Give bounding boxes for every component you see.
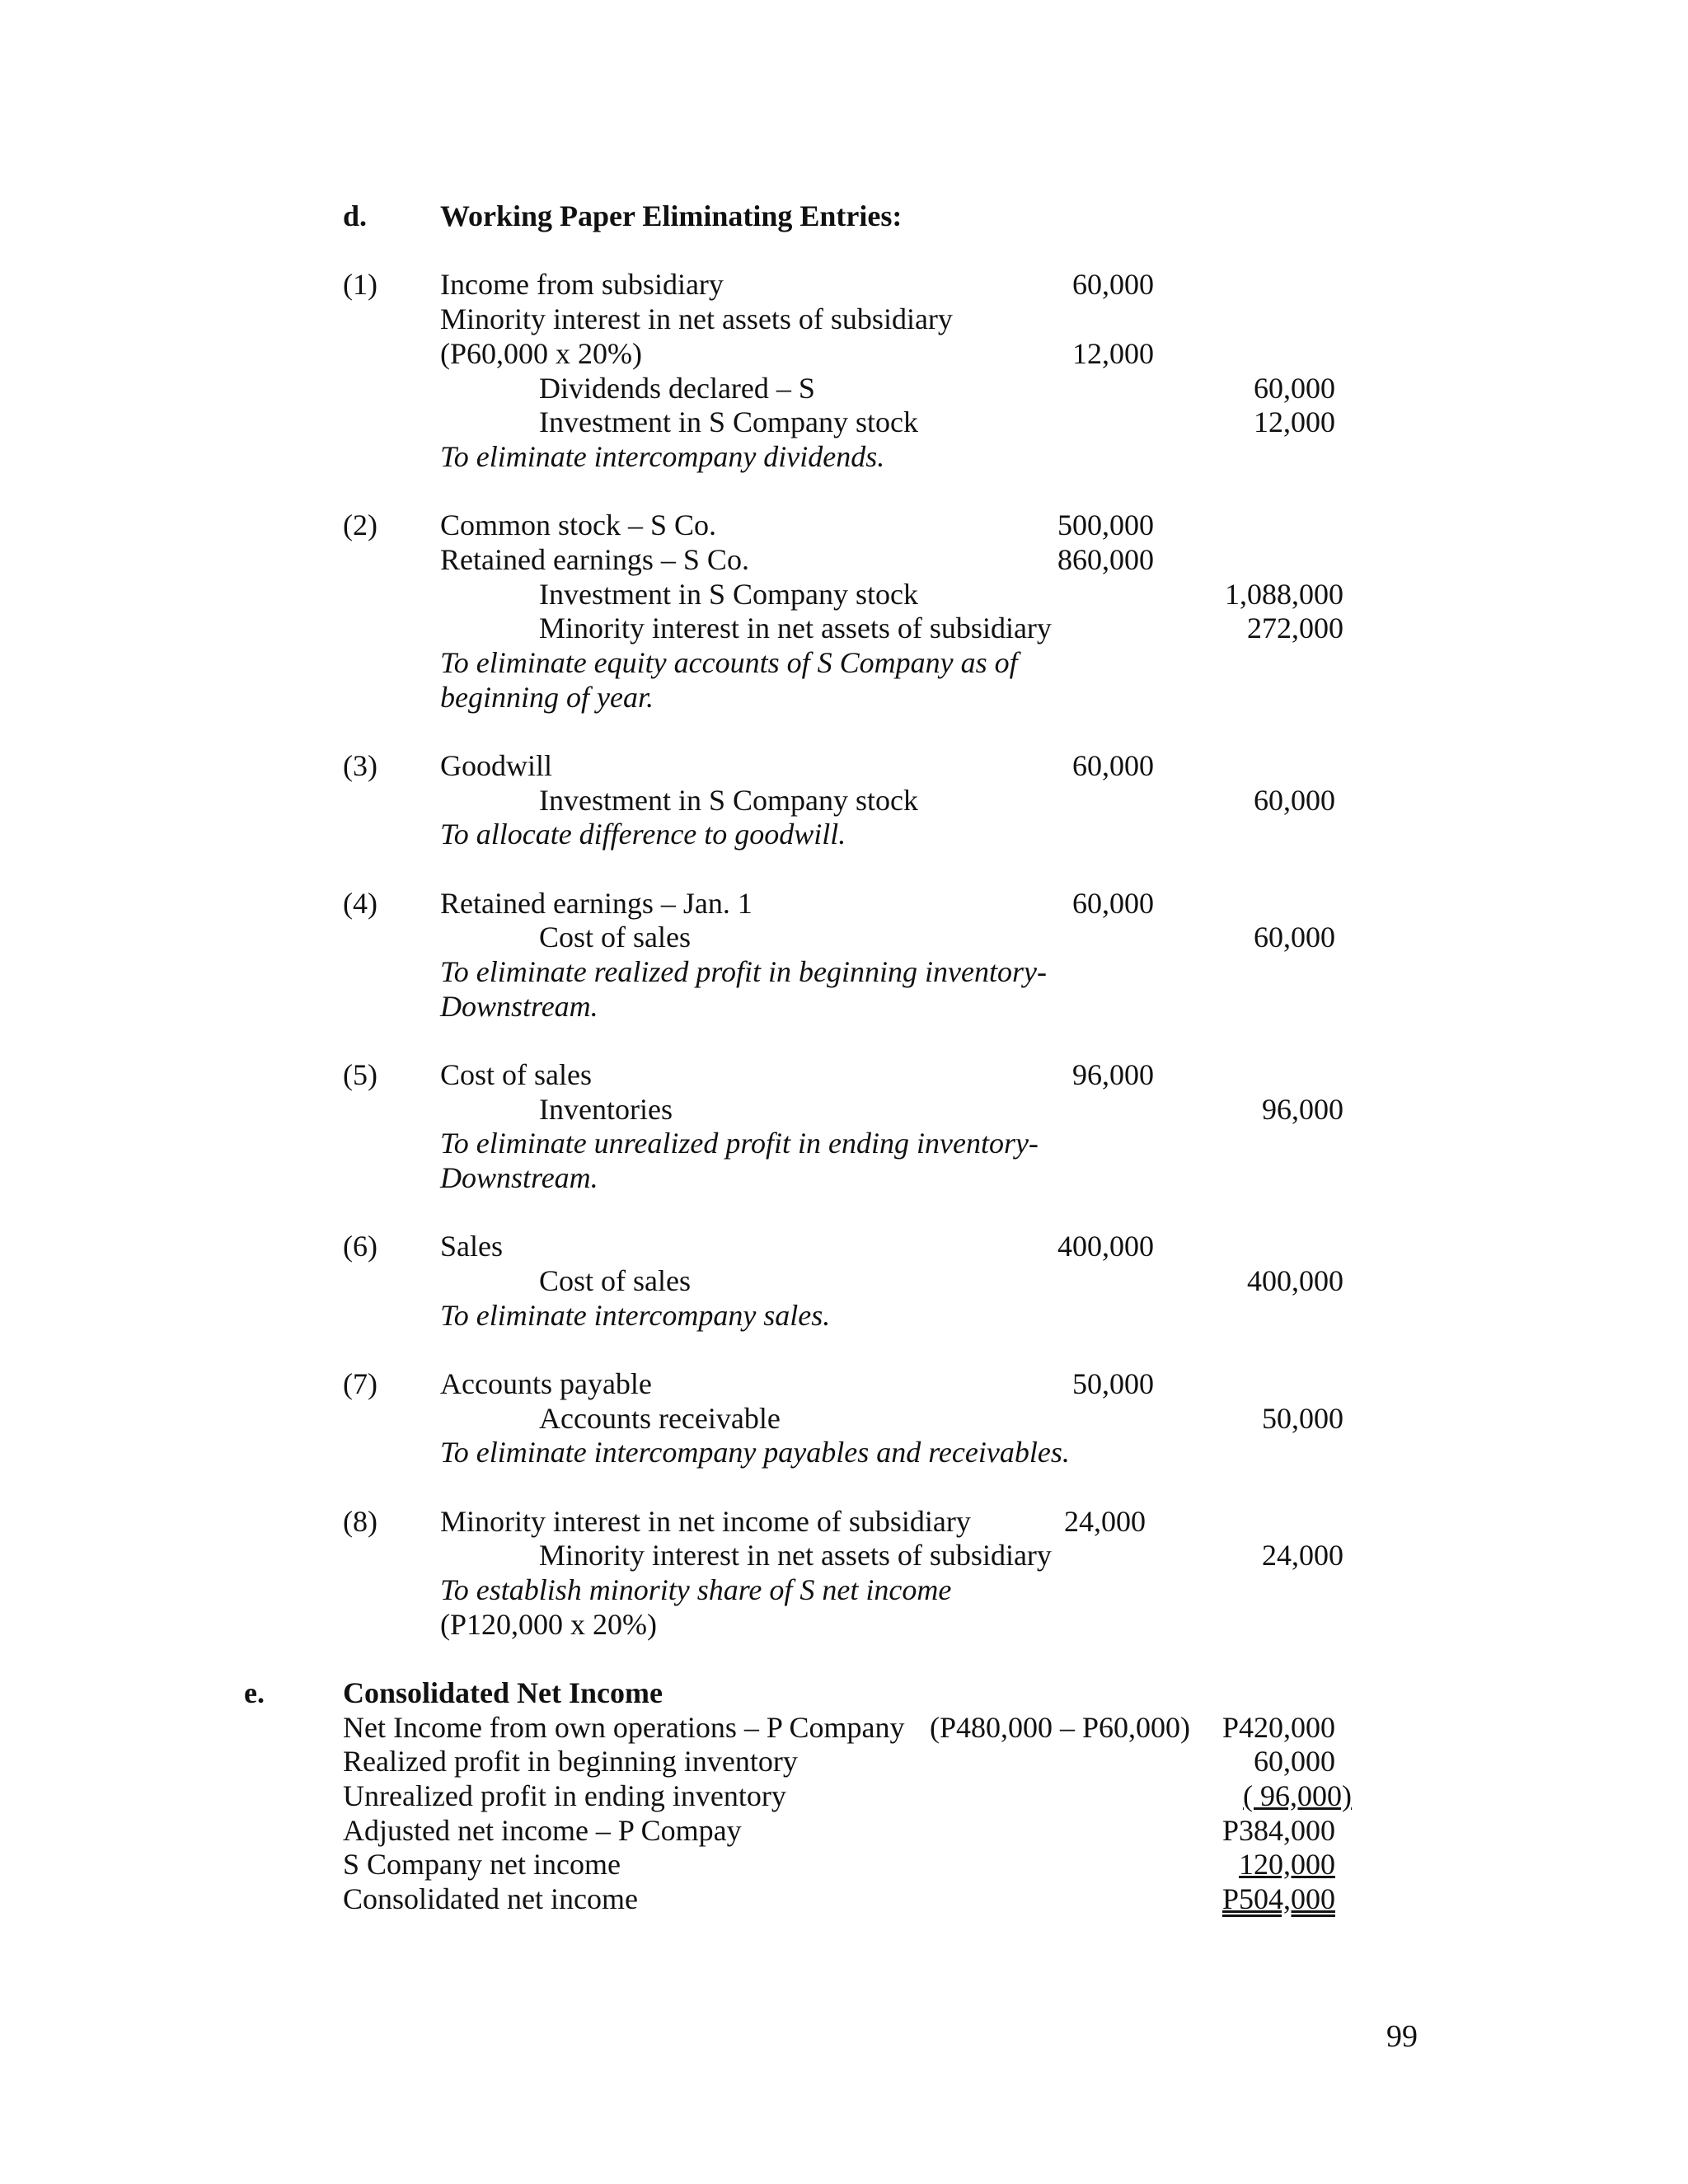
entry-7-debit-amount: 50,000: [1072, 1367, 1154, 1400]
entry-2-debit-1-label: Common stock – S Co.: [440, 509, 717, 541]
cni-row-6-amount: P504,000: [1221, 1882, 1335, 1915]
entry-3-credit-label: Investment in S Company stock: [539, 784, 918, 817]
entry-8-debit-amount: 24,000: [1064, 1505, 1146, 1538]
entry-2-debit-2-amount: 860,000: [1057, 543, 1154, 576]
entry-4-debit-amount: 60,000: [1072, 887, 1154, 920]
cni-row-3-amount: ( 96,000): [1243, 1779, 1352, 1812]
entry-4-explanation: To eliminate realized profit in beginning inventory-: [440, 955, 1047, 988]
entry-6-explanation: To eliminate intercompany sales.: [440, 1299, 831, 1332]
entry-5-debit-amount: 96,000: [1072, 1058, 1154, 1091]
entry-8-number: (8): [343, 1505, 377, 1538]
entry-1-credit-1-label: Dividends declared – S: [539, 372, 815, 405]
entry-7-debit-label: Accounts payable: [440, 1367, 652, 1400]
entry-1-debit-1-label: Income from subsidiary: [440, 268, 724, 301]
entry-3-explanation: To allocate difference to goodwill.: [440, 818, 846, 851]
entry-1-debit-2-label: Minority interest in net assets of subsidiary: [440, 302, 953, 335]
cni-row-1-amount: P420,000: [1221, 1711, 1335, 1744]
section-d-title: Working Paper Eliminating Entries:: [440, 199, 903, 232]
entry-5-credit-label: Inventories: [539, 1093, 673, 1126]
entry-7-number: (7): [343, 1367, 377, 1400]
entry-6-number: (6): [343, 1230, 377, 1263]
entry-6-debit-label: Sales: [440, 1230, 503, 1263]
entry-1-debit-2-amount: 12,000: [1072, 337, 1154, 370]
entry-2-explanation-cont: beginning of year.: [440, 681, 654, 714]
entry-6-credit-label: Cost of sales: [539, 1264, 691, 1297]
cni-row-2-amount: 60,000: [1254, 1745, 1335, 1778]
entry-5-explanation: To eliminate unrealized profit in ending inventory-: [440, 1127, 1039, 1160]
entry-8-credit-label: Minority interest in net assets of subsidiary: [539, 1539, 1052, 1572]
entry-1-credit-1-amount: 60,000: [1254, 372, 1335, 405]
entry-8-explanation: To establish minority share of S net income: [440, 1573, 952, 1606]
entry-8-debit-label: Minority interest in net income of subsidiary: [440, 1505, 971, 1538]
cni-row-5-label: S Company net income: [343, 1848, 621, 1881]
entry-4-explanation-cont: Downstream.: [440, 990, 598, 1023]
entry-2-credit-2-amount: 272,000: [1247, 612, 1343, 644]
cni-row-5-amount-cell: [1170, 1847, 1335, 1882]
entry-7-explanation: To eliminate intercompany payables and receivables.: [440, 1436, 1070, 1469]
entry-3-credit-amount: 60,000: [1254, 784, 1335, 817]
entry-3-number: (3): [343, 749, 377, 782]
entry-7-credit-label: Accounts receivable: [539, 1402, 781, 1435]
entry-3-debit-label: Goodwill: [440, 749, 553, 782]
entry-4-debit-label: Retained earnings – Jan. 1: [440, 887, 753, 920]
entry-6-debit-amount: 400,000: [1057, 1230, 1154, 1263]
cni-row-1-label: Net Income from own operations – P Company: [343, 1711, 905, 1744]
entry-8-credit-amount: 24,000: [1262, 1539, 1343, 1572]
entry-5-debit-label: Cost of sales: [440, 1058, 592, 1091]
entry-2-debit-1-amount: 500,000: [1057, 509, 1154, 541]
cni-row-6-label: Consolidated net income: [343, 1882, 638, 1915]
entry-2-debit-2-label: Retained earnings – S Co.: [440, 543, 749, 576]
entry-5-explanation-cont: Downstream.: [440, 1161, 598, 1194]
entry-8-explanation-cont: (P120,000 x 20%): [440, 1608, 657, 1641]
entry-1-credit-2-label: Investment in S Company stock: [539, 405, 918, 438]
entry-1-debit-2-label-detail: (P60,000 x 20%): [440, 337, 642, 370]
entry-3-debit-amount: 60,000: [1072, 749, 1154, 782]
entry-7-credit-amount: 50,000: [1262, 1402, 1343, 1435]
entry-6-credit-amount: 400,000: [1247, 1264, 1343, 1297]
section-e-letter: e.: [244, 1676, 265, 1709]
entry-2-number: (2): [343, 509, 377, 541]
entry-1-number: (1): [343, 268, 377, 301]
section-e-title: Consolidated Net Income: [343, 1676, 663, 1709]
entry-2-credit-1-amount: 1,088,000: [1225, 578, 1343, 611]
entry-1-explanation: To eliminate intercompany dividends.: [440, 440, 885, 473]
cni-row-1-detail: (P480,000 – P60,000): [930, 1711, 1191, 1744]
entry-4-credit-amount: 60,000: [1254, 921, 1335, 954]
entry-5-credit-amount: 96,000: [1262, 1093, 1343, 1126]
entry-2-explanation: To eliminate equity accounts of S Company as of: [440, 646, 1018, 679]
entry-2-credit-2-label: Minority interest in net assets of subsidiary: [539, 612, 1052, 644]
cni-row-2-label: Realized profit in beginning inventory: [343, 1745, 798, 1778]
cni-row-3-label: Unrealized profit in ending inventory: [343, 1779, 786, 1812]
cni-row-6-amount-cell: [1170, 1882, 1335, 1916]
cni-row-3-amount-cell: [1179, 1779, 1352, 1813]
cni-row-4-label: Adjusted net income – P Compay: [343, 1814, 742, 1847]
entry-5-number: (5): [343, 1058, 377, 1091]
entry-4-number: (4): [343, 887, 377, 920]
cni-row-4-amount: P384,000: [1221, 1814, 1335, 1847]
entry-2-credit-1-label: Investment in S Company stock: [539, 578, 918, 611]
section-d-letter: d.: [343, 199, 368, 232]
entry-1-credit-2-amount: 12,000: [1254, 405, 1335, 438]
page-number: 99: [1386, 2019, 1418, 2054]
entry-4-credit-label: Cost of sales: [539, 921, 691, 954]
cni-row-5-amount: 120,000: [1239, 1848, 1335, 1881]
entry-1-debit-1-amount: 60,000: [1072, 268, 1154, 301]
